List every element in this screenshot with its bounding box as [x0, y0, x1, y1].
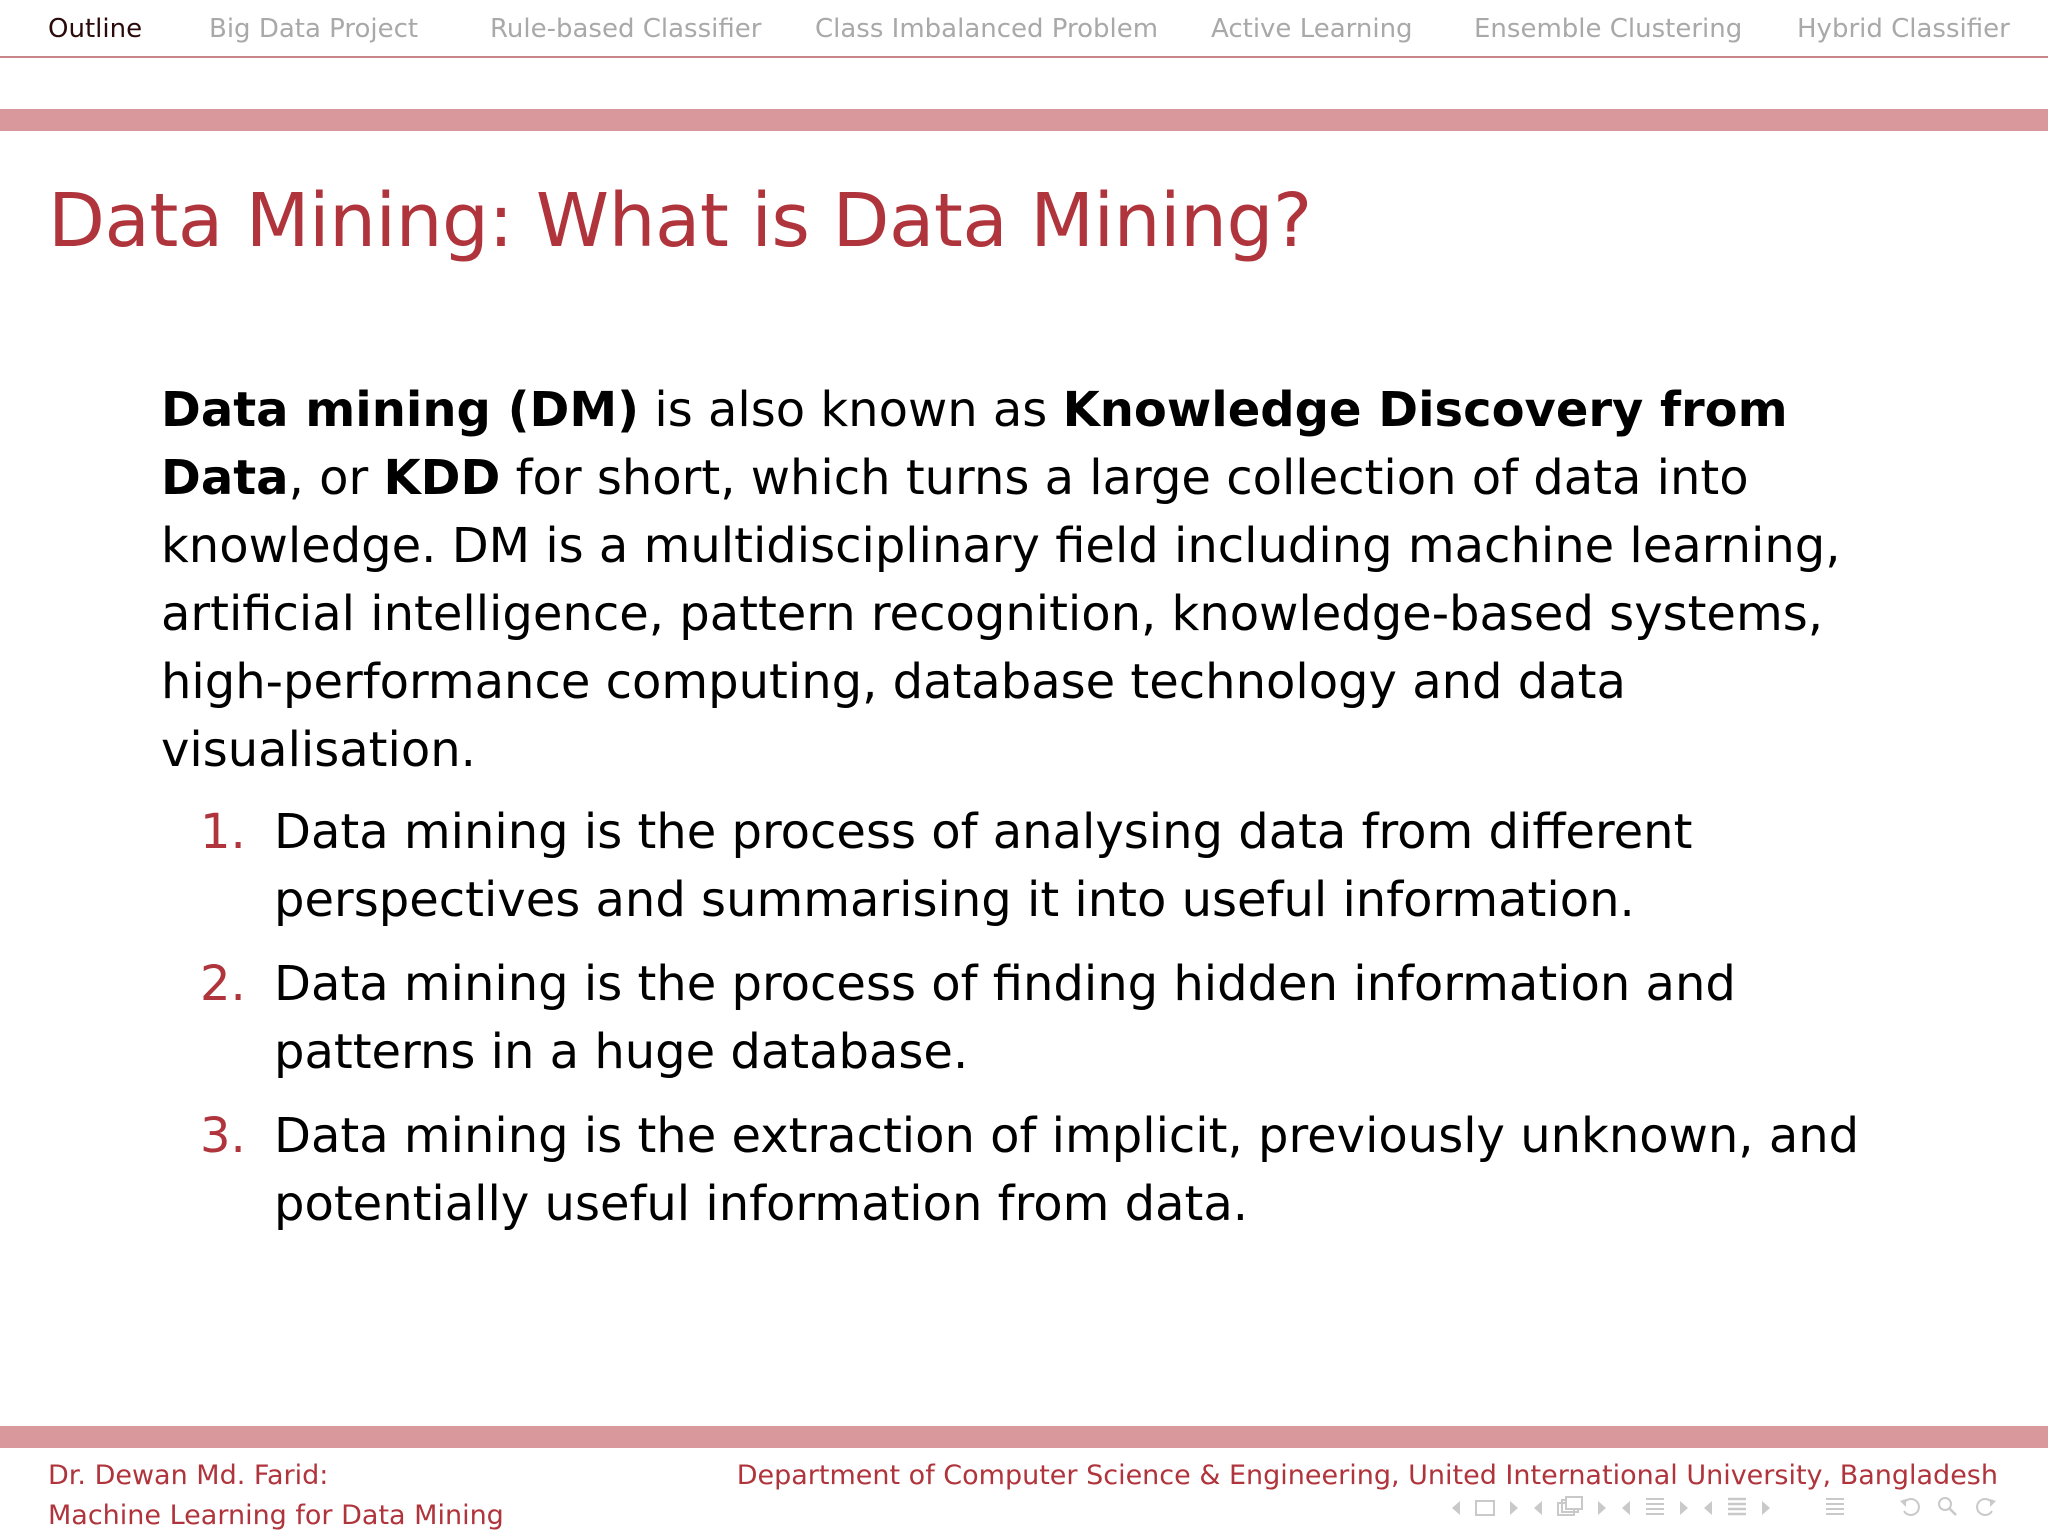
- triangle-left-icon[interactable]: [1450, 1495, 1462, 1523]
- undo-icon[interactable]: [1898, 1495, 1924, 1523]
- list-number: 3.: [200, 1108, 246, 1164]
- triangle-right-icon[interactable]: [1678, 1495, 1690, 1523]
- redo-icon[interactable]: [1972, 1495, 1998, 1523]
- subsection-icon[interactable]: [1644, 1495, 1666, 1523]
- menu-icon[interactable]: [1824, 1495, 1846, 1523]
- footer-band: [0, 1426, 2048, 1448]
- intro-text-2: , or: [288, 450, 384, 506]
- list-text: Data mining is the process of finding hidden information and patterns in a huge database.: [274, 956, 1736, 1080]
- frame-icon[interactable]: [1474, 1495, 1496, 1523]
- footer-author: Dr. Dewan Md. Farid:: [48, 1460, 329, 1491]
- section-navigation-bar: [0, 0, 2048, 58]
- triangle-right-icon[interactable]: [1508, 1495, 1520, 1523]
- list-number: 1.: [200, 804, 246, 860]
- footer-department: Department of Computer Science & Engineering, United International University, Bangladesh: [736, 1460, 1998, 1491]
- intro-text-3: for short, which turns a large collection of data into knowledge. DM is a multidisciplinary field including machine learning, artificial intelligence, pattern recognition, knowledge-based systems, high-performance computing, database technology and data visualisation.: [161, 450, 1841, 778]
- footer-course: Machine Learning for Data Mining: [48, 1500, 504, 1531]
- nav-item-big-data-project[interactable]: Big Data Project: [209, 14, 419, 44]
- list-item: [200, 950, 1880, 1086]
- nav-item-hybrid-classifier[interactable]: Hybrid Classifier: [1797, 14, 2010, 44]
- triangle-left-icon[interactable]: [1532, 1495, 1544, 1523]
- term-kdd-long: Knowledge Discovery from Data: [161, 382, 1788, 506]
- triangle-left-icon[interactable]: [1702, 1495, 1714, 1523]
- list-text: Data mining is the process of analysing data from different perspectives and summarising it into useful information.: [274, 804, 1693, 928]
- slide-stack-icon[interactable]: [1556, 1495, 1584, 1523]
- section-icon[interactable]: [1726, 1495, 1748, 1523]
- nav-item-rule-based-classifier[interactable]: Rule-based Classifier: [490, 14, 762, 44]
- slide-title: Data Mining: What is Data Mining?: [48, 178, 1312, 264]
- list-item: [200, 1102, 1880, 1238]
- triangle-right-icon[interactable]: [1596, 1495, 1608, 1523]
- footer-author-block: [48, 1456, 504, 1536]
- triangle-right-icon[interactable]: [1760, 1495, 1772, 1523]
- nav-item-outline[interactable]: Outline: [48, 14, 143, 44]
- search-icon[interactable]: [1936, 1495, 1960, 1523]
- intro-text-1: is also known as: [639, 382, 1063, 438]
- nav-item-ensemble-clustering[interactable]: Ensemble Clustering: [1474, 14, 1743, 44]
- header-band: [0, 109, 2048, 131]
- nav-item-class-imbalanced-problem[interactable]: Class Imbalanced Problem: [815, 14, 1159, 44]
- term-data-mining: Data mining (DM): [161, 382, 640, 438]
- definition-list: [200, 798, 1880, 1254]
- nav-item-active-learning[interactable]: Active Learning: [1211, 14, 1413, 44]
- intro-paragraph: [161, 376, 1921, 784]
- list-number: 2.: [200, 956, 246, 1012]
- triangle-left-icon[interactable]: [1620, 1495, 1632, 1523]
- term-kdd: KDD: [383, 450, 501, 506]
- beamer-navigation-symbols: [1450, 1494, 1998, 1524]
- list-item: [200, 798, 1880, 934]
- list-text: Data mining is the extraction of implicit, previously unknown, and potentially useful information from data.: [274, 1108, 1860, 1232]
